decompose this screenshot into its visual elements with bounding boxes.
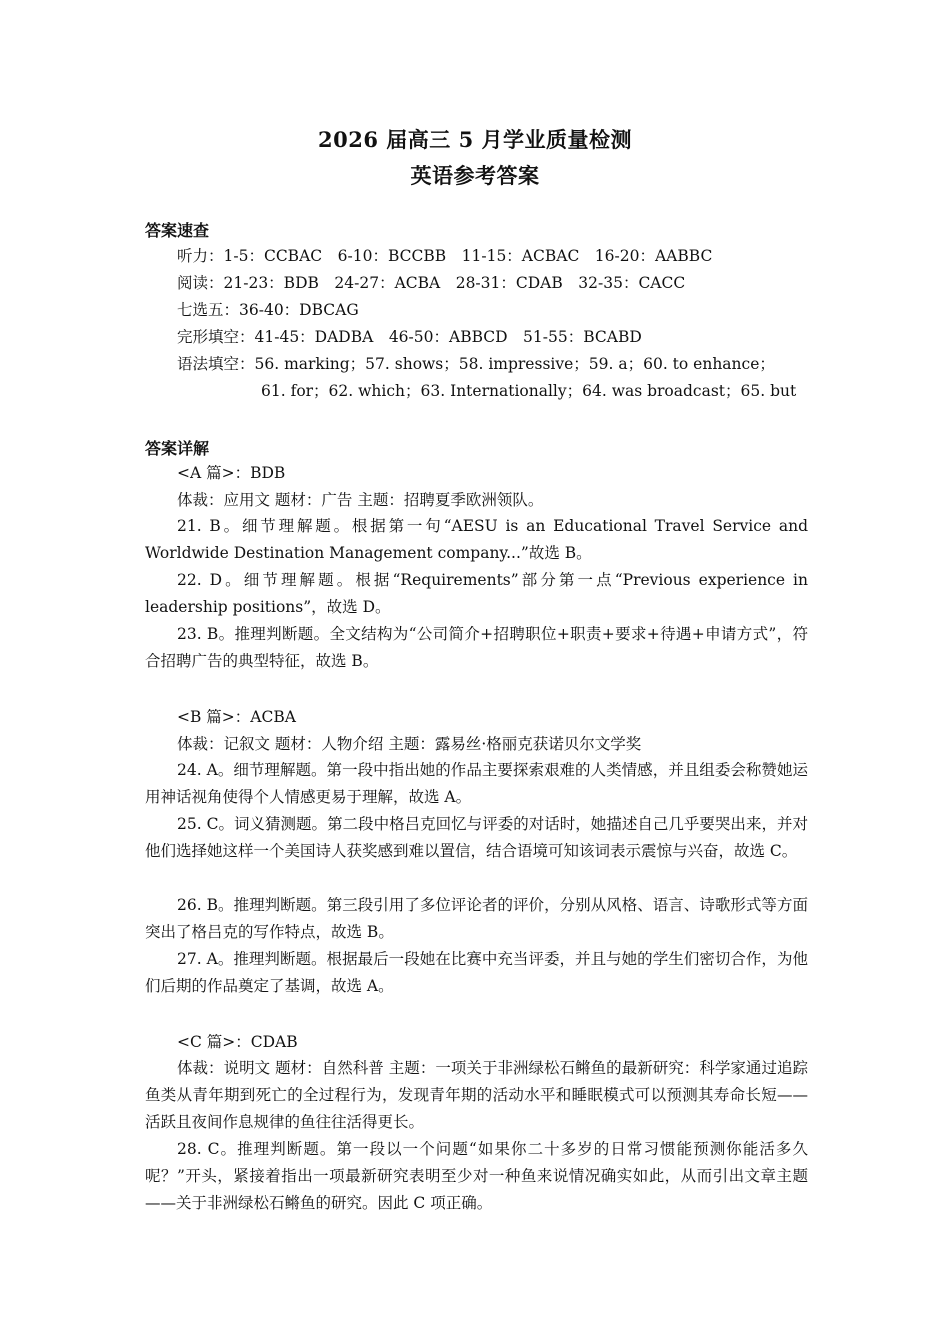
passage-b-info: 体裁：记叙文 题材：人物介绍 主题：露易丝·格丽克获诺贝尔文学奖 — [177, 735, 642, 753]
grammar-answers-line-1: 语法填空：56. marking；57. shows；58. impressive；59. a；60. to enhance； — [177, 355, 775, 373]
passage-a-info: 体裁：应用文 题材：广告 主题：招聘夏季欧洲领队。 — [177, 491, 544, 509]
page-title: 2026 届高三 5 月学业质量检测 — [318, 127, 632, 152]
question-25-explanation: 25. C。词义猜测题。第二段中格吕克回忆与评委的对话时，她描述自己几乎要哭出来，并对他们选择她这样一个美国诗人获奖感到难以置信，结合语境可知该词表示震惊与兴奋，故选 C。 — [145, 815, 808, 861]
question-23-explanation: 23. B。推理判断题。全文结构为“公司简介+招聘职位+职责+要求+待遇+申请方式”，符合招聘广告的典型特征，故选 B。 — [145, 625, 808, 671]
question-21-explanation: 21. B。细节理解题。根据第一句“AESU is an Educational Travel Service and Worldwide Destination Management company...”故选 B。 — [145, 517, 808, 563]
question-22-explanation: 22. D。细节理解题。根据“Requirements”部分第一点“Previous experience in leadership positions”，故选 D。 — [145, 571, 808, 617]
seven-choose-five-answers: 七选五：36-40：DBCAG — [177, 301, 359, 319]
listening-answers: 听力：1-5：CCBAC 6-10：BCCBB 11-15：ACBAC 16-20：AABBC — [177, 247, 713, 265]
cloze-answers: 完形填空：41-45：DADBA 46-50：ABBCD 51-55：BCABD — [177, 328, 642, 346]
passage-b-title: <B 篇>：ACBA — [177, 708, 296, 726]
detailed-answers-heading: 答案详解 — [145, 439, 210, 458]
grammar-answers-line-2: 61. for；62. which；63. Internationally；64. was broadcast；65. but — [261, 382, 797, 400]
question-28-explanation: 28. C。推理判断题。第一段以一个问题“如果你二十多岁的日常习惯能预测你能活多久呢？”开头，紧接着指出一项最新研究表明至少对一种鱼来说情况确实如此，从而引出文章主题——关于非洲绿松石鳉鱼的研究。因此 C 项正确。 — [145, 1140, 808, 1213]
question-26-explanation: 26. B。推理判断题。第三段引用了多位评论者的评价，分别从风格、语言、诗歌形式等方面突出了格吕克的写作特点，故选 B。 — [145, 896, 808, 942]
passage-c-title: <C 篇>：CDAB — [177, 1033, 298, 1051]
passage-c-info: 体裁：说明文 题材：自然科普 主题：一项关于非洲绿松石鳉鱼的最新研究：科学家通过追踪鱼类从青年期到死亡的全过程行为，发现青年期的活动水平和睡眠模式可以预测其寿命长短——活跃且夜间作息规律的鱼往往活得更长。 — [145, 1059, 808, 1132]
reading-answers: 阅读：21-23：BDB 24-27：ACBA 28-31：CDAB 32-35：CACC — [177, 274, 686, 292]
page-subtitle: 英语参考答案 — [410, 163, 540, 188]
passage-a-title: <A 篇>：BDB — [177, 464, 286, 482]
question-27-explanation: 27. A。推理判断题。根据最后一段她在比赛中充当评委，并且与她的学生们密切合作，为他们后期的作品奠定了基调，故选 A。 — [145, 950, 808, 996]
question-24-explanation: 24. A。细节理解题。第一段中指出她的作品主要探索艰难的人类情感，并且组委会称赞她运用神话视角使得个人情感更易于理解，故选 A。 — [145, 761, 808, 807]
quick-answers-heading: 答案速查 — [145, 221, 210, 240]
